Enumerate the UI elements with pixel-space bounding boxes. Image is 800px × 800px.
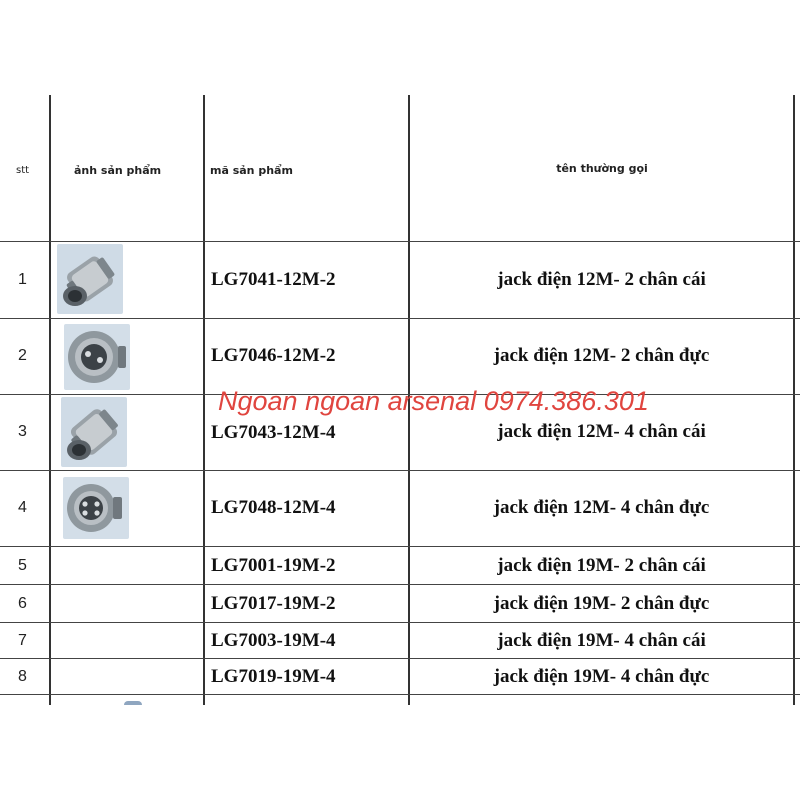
row-stt: 3 (18, 423, 27, 440)
header-stt: stt (16, 164, 30, 176)
row-stt: 1 (18, 271, 27, 288)
row-divider (0, 694, 800, 695)
header-name: tên thường gọi (556, 161, 648, 175)
row-product-code: LG7017-19M-2 (211, 592, 336, 614)
row-product-code: LG7003-19M-4 (211, 629, 336, 651)
connector-socket-icon (63, 477, 129, 539)
row-product-name: jack điện 19M- 2 chân đực (493, 592, 710, 614)
column-divider (793, 95, 795, 705)
watermark-text: Ngoan ngoan arsenal 0974.386.301 (218, 386, 649, 416)
partial-thumbnail (124, 701, 142, 705)
row-product-code: LG7043-12M-4 (211, 422, 336, 443)
connector-plug-icon (61, 397, 127, 467)
row-stt: 8 (18, 667, 27, 685)
row-product-code: LG7046-12M-2 (211, 345, 336, 366)
row-product-code: LG7041-12M-2 (211, 269, 336, 290)
row-product-name: jack điện 12M- 2 chân cái (497, 269, 706, 290)
row-product-name: jack điện 12M- 4 chân cái (497, 421, 706, 442)
connector-plug-icon (57, 244, 123, 314)
row-stt: 7 (18, 631, 27, 649)
row-product-name: jack điện 19M- 4 chân cái (497, 629, 706, 651)
row-stt: 5 (18, 556, 27, 574)
connector-socket-icon (64, 324, 130, 390)
row-stt: 6 (18, 594, 27, 612)
header-image: ảnh sản phẩm (74, 163, 162, 177)
row-product-name: jack điện 12M- 4 chân đực (493, 497, 710, 518)
row-product-code: LG7048-12M-4 (211, 497, 336, 518)
row-product-code: LG7001-19M-2 (211, 554, 336, 576)
row-stt: 2 (18, 347, 27, 364)
row-product-name: jack điện 19M- 4 chân đực (493, 665, 710, 687)
row-product-code: LG7019-19M-4 (211, 665, 336, 687)
row-product-name: jack điện 12M- 2 chân đực (493, 345, 710, 366)
row-product-name: jack điện 19M- 2 chân cái (497, 554, 706, 576)
row-stt: 4 (18, 499, 27, 516)
column-divider (49, 95, 51, 705)
header-code: mã sản phẩm (210, 163, 293, 177)
